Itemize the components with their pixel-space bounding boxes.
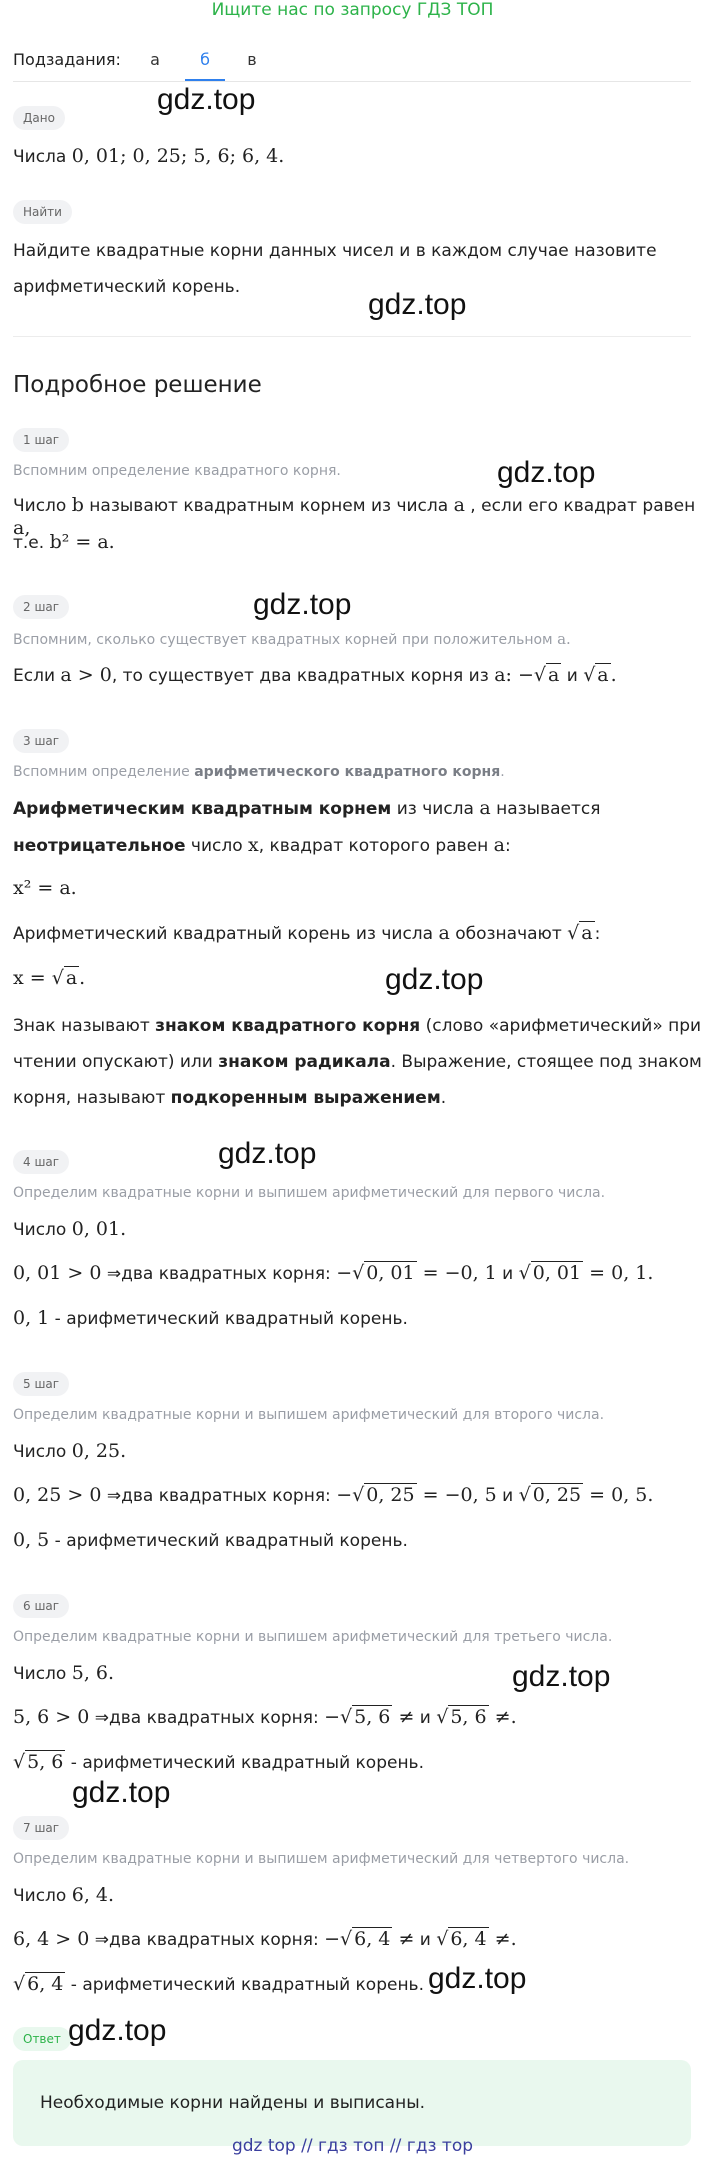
step-4-result: 0, 1 - арифметический квадратный корень.: [13, 1307, 408, 1329]
step-1-pill: 1 шаг: [13, 428, 69, 452]
find-line-2: арифметический корень.: [13, 277, 241, 297]
tab-a[interactable]: а: [150, 50, 160, 69]
footer-links[interactable]: gdz top // гдз топ // гдз тор: [231, 2136, 474, 2156]
watermark: gdz.top: [385, 963, 484, 996]
step-7-result: √ 6, 4 - арифметический квадратный корень.: [13, 1973, 424, 1995]
step-7-equation: 6, 4 > 0 ⇒два квадратных корня: −√ 6, 4 ≠ и √ 6, 4 ≠.: [13, 1928, 517, 1950]
solution-title: Подробное решение: [13, 372, 262, 398]
step-3-p2: неотрицательное число x, квадрат которого равен a:: [13, 834, 511, 856]
step-3-p3: Арифметический квадратный корень из числа a обозначают √ a :: [13, 922, 601, 944]
tabs-divider: [13, 81, 691, 82]
step-3-pill: 3 шаг: [13, 729, 69, 753]
step-2-note: Вспомним, сколько существует квадратных корней при положительном a.: [13, 630, 571, 648]
step-1-line-1: Число b называют квадратным корнем из числа a , если его квадрат равен a,: [13, 494, 696, 539]
watermark: gdz.top: [218, 1137, 317, 1170]
step-3-p4: Знак называют знаком квадратного корня (слово «арифметический» при: [13, 1016, 702, 1036]
step-4-note: Определим квадратные корни и выпишем арифметический для первого числа.: [13, 1185, 606, 1201]
step-6-result: √ 5, 6 - арифметический квадратный корень.: [13, 1751, 424, 1773]
step-7-note: Определим квадратные корни и выпишем арифметический для четвертого числа.: [13, 1851, 630, 1867]
step-6-number: Число 5, 6.: [13, 1662, 115, 1684]
find-line-1: Найдите квадратные корни данных чисел и в каждом случае назовите: [13, 241, 657, 261]
step-3-p6: корня, называют подкоренным выражением.: [13, 1088, 447, 1108]
step-5-note: Определим квадратные корни и выпишем арифметический для второго числа.: [13, 1407, 605, 1423]
step-4-number: Число 0, 01.: [13, 1218, 127, 1240]
watermark: gdz.top: [497, 456, 596, 489]
given-text: Числа 0, 01; 0, 25; 5, 6; 6, 4.: [13, 145, 285, 167]
watermark: gdz.top: [253, 588, 352, 621]
watermark: gdz.top: [68, 2014, 167, 2047]
given-pill: Дано: [13, 106, 65, 130]
step-3-eq-1: x² = a.: [13, 877, 77, 899]
step-5-number: Число 0, 25.: [13, 1440, 127, 1462]
step-4-pill: 4 шаг: [13, 1150, 69, 1174]
step-6-pill: 6 шаг: [13, 1594, 69, 1618]
step-5-equation: 0, 25 > 0 ⇒два квадратных корня: −√ 0, 25 = −0, 5 и √ 0, 25 = 0, 5.: [13, 1484, 654, 1506]
step-3-p5: чтении опускают) или знаком радикала. Выражение, стоящее под знаком: [13, 1052, 702, 1072]
watermark: gdz.top: [512, 1660, 611, 1693]
step-2-pill: 2 шаг: [13, 595, 69, 619]
step-2-line-1: Если a > 0, то существует два квадратных корня из a: −√ a и √ a .: [13, 664, 617, 686]
watermark: gdz.top: [368, 288, 467, 321]
subtasks-label: Подзадания:: [13, 50, 121, 69]
step-4-equation: 0, 01 > 0 ⇒два квадратных корня: −√ 0, 01 = −0, 1 и √ 0, 01 = 0, 1.: [13, 1262, 654, 1284]
answer-text: Необходимые корни найдены и выписаны.: [40, 2093, 426, 2113]
tab-b[interactable]: б: [200, 50, 210, 69]
step-1-line-2: т.е. b² = a.: [13, 531, 115, 553]
active-tab-indicator: [185, 79, 225, 81]
step-7-number: Число 6, 4.: [13, 1884, 115, 1906]
step-6-equation: 5, 6 > 0 ⇒два квадратных корня: −√ 5, 6 ≠ и √ 5, 6 ≠.: [13, 1706, 517, 1728]
step-3-p1: Арифметическим квадратным корнем из числа a называется: [13, 797, 601, 819]
step-3-note: Вспомним определение арифметического квадратного корня.: [13, 764, 505, 780]
step-5-pill: 5 шаг: [13, 1372, 69, 1396]
watermark: gdz.top: [72, 1776, 171, 1809]
search-banner[interactable]: Ищите нас по запросу ГДЗ ТОП: [211, 0, 494, 20]
step-1-note: Вспомним определение квадратного корня.: [13, 463, 341, 479]
section-divider: [13, 336, 691, 337]
step-3-eq-2: x = √ a .: [13, 967, 86, 989]
tab-v[interactable]: в: [247, 50, 257, 69]
step-5-result: 0, 5 - арифметический квадратный корень.: [13, 1529, 408, 1551]
watermark: gdz.top: [428, 1962, 527, 1995]
answer-pill: Ответ: [13, 2027, 71, 2051]
watermark: gdz.top: [157, 83, 256, 116]
step-6-note: Определим квадратные корни и выпишем арифметический для третьего числа.: [13, 1629, 613, 1645]
step-7-pill: 7 шаг: [13, 1816, 69, 1840]
find-pill: Найти: [13, 200, 72, 224]
